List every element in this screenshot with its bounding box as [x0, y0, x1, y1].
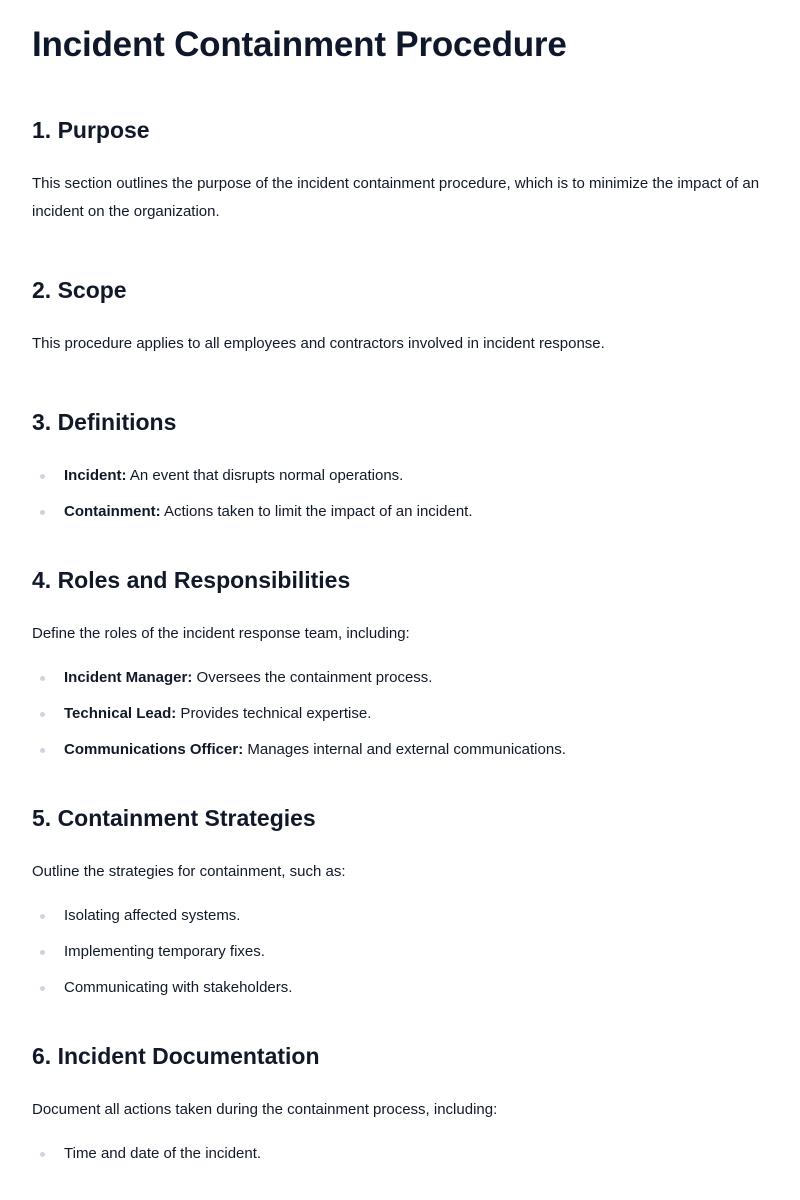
role-term: Communications Officer:: [64, 741, 244, 758]
section-heading: 3. Definitions: [32, 409, 177, 435]
list-item: Time and date of the incident.: [32, 1144, 768, 1164]
section-paragraph: Define the roles of the incident response team, including:: [32, 625, 410, 642]
page-title: Incident Containment Procedure: [32, 25, 567, 64]
role-text: Manages internal and external communications.: [243, 741, 566, 758]
section-definitions: [32, 408, 768, 522]
definitions-list: [32, 466, 768, 522]
section-roles: [32, 566, 768, 760]
list-item: Implementing temporary fixes.: [32, 942, 768, 962]
list-item: Isolating affected systems.: [32, 906, 768, 926]
section-scope: [32, 276, 768, 358]
section-paragraph: Document all actions taken during the containment process, including:: [32, 1101, 498, 1118]
section-documentation: [32, 1042, 768, 1164]
section-purpose: [32, 116, 768, 226]
list-item: [32, 668, 768, 688]
list-item: Communicating with stakeholders.: [32, 978, 768, 998]
definition-text: Actions taken to limit the impact of an incident.: [160, 503, 473, 520]
list-item: [32, 740, 768, 760]
section-heading: 6. Incident Documentation: [32, 1043, 320, 1069]
section-heading: 2. Scope: [32, 277, 127, 303]
role-term: Technical Lead:: [64, 705, 177, 722]
definition-term: Incident:: [64, 467, 127, 484]
role-term: Incident Manager:: [64, 669, 193, 686]
list-item: [32, 502, 768, 522]
section-strategies: [32, 804, 768, 998]
section-paragraph: Outline the strategies for containment, such as:: [32, 863, 346, 880]
strategies-list: [32, 906, 768, 998]
section-heading: 5. Containment Strategies: [32, 805, 316, 831]
section-paragraph: This section outlines the purpose of the incident containment procedure, which is to minimize the impact of an incident on the organization.: [32, 175, 760, 220]
roles-list: [32, 668, 768, 760]
role-text: Provides technical expertise.: [176, 705, 372, 722]
section-heading: 1. Purpose: [32, 117, 150, 143]
section-heading: 4. Roles and Responsibilities: [32, 567, 351, 593]
role-text: Oversees the containment process.: [192, 669, 433, 686]
list-item: [32, 466, 768, 486]
definition-term: Containment:: [64, 503, 161, 520]
definition-text: An event that disrupts normal operations.: [126, 467, 404, 484]
list-item: [32, 704, 768, 724]
documentation-list: [32, 1144, 768, 1164]
section-paragraph: This procedure applies to all employees and contractors involved in incident response.: [32, 335, 605, 352]
